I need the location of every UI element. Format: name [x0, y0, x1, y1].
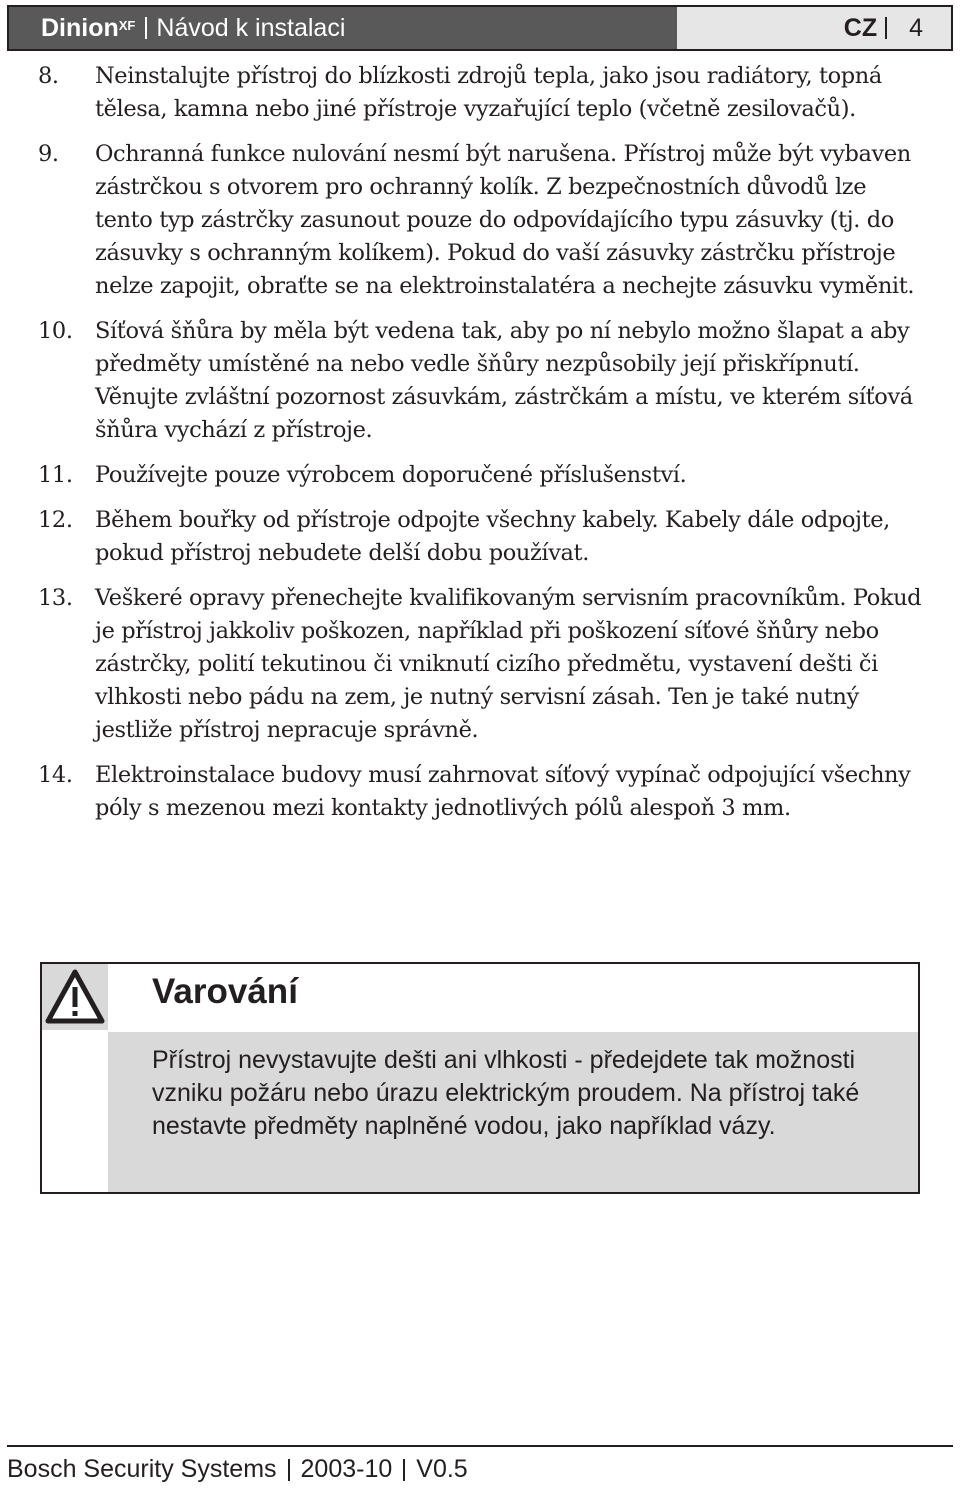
list-item [38, 759, 928, 825]
page-footer [7, 1455, 468, 1484]
item-text: Síťová šňůra by měla být vedena tak, aby po ní nebylo možno šlapat a aby předměty umístěné na nebo vedle šňůry nezpůsobily její přiskřípnutí. Věnujte zvláštní pozornost zásuvkám, zástrčkám a místu, ve kterém síťová šňůra vychází z přístroje. [95, 318, 913, 443]
header-title-block [9, 7, 677, 49]
item-text: Během bouřky od přístroje odpojte všechny kabely. Kabely dále odpojte, pokud přístroj nebudete delší dobu používat. [95, 507, 890, 566]
footer-company: Bosch Security Systems [7, 1455, 277, 1483]
item-number: 8. [38, 63, 59, 89]
footer-separator [403, 1459, 405, 1481]
header-separator [885, 17, 887, 39]
item-text: Veškeré opravy přenechejte kvalifikovaným servisním pracovníkům. Pokud je přístroj jakkoliv poškozen, například při poškození síťové šňůry nebo zástrčky, polití tekutinou či vniknutí cizího předmětu, vystavení dešti či vlhkosti nebo pádu na zem, je nutný servisní zásah. Ten je také nutný jestliže přístroj nepracuje správně. [95, 585, 922, 743]
header-page-block [677, 7, 951, 49]
item-number: 10. [38, 318, 73, 344]
item-number: 12. [38, 507, 73, 533]
document-title: Návod k instalaci [156, 13, 346, 42]
footer-separator [288, 1459, 290, 1481]
list-item [38, 60, 928, 126]
item-number: 13. [38, 585, 73, 611]
item-number: 14. [38, 762, 73, 788]
item-text: Elektroinstalace budovy musí zahrnovat síťový vypínač odpojující všechny póly s mezenou mezi kontakty jednotlivých pólů alespoň 3 mm. [95, 762, 911, 821]
item-text: Neinstalujte přístroj do blízkosti zdrojů tepla, jako jsou radiátory, topná tělesa, kamna nebo jiné přístroje vyzařující teplo (včetně zesilovačů). [95, 63, 882, 122]
item-number: 11. [38, 462, 73, 488]
list-item [38, 459, 928, 492]
footer-version: V0.5 [416, 1455, 468, 1483]
item-text: Ochranná funkce nulování nesmí být narušena. Přístroj může být vybaven zástrčkou s otvorem pro ochranný kolík. Z bezpečnostních důvodů lze tento typ zástrčky zasunout pouze do odpovídajícího typu zásuvky (tj. do zásuvky s ochranným kolíkem). Pokud do vaší zásuvky zástrčku přístroje nelze zapojit, obraťte se na elektroinstalatéra a nechejte zásuvku vyměnit. [95, 141, 915, 299]
footer-divider [7, 1445, 953, 1447]
header-separator [145, 17, 147, 39]
warning-triangle-icon [42, 964, 108, 1030]
item-number: 9. [38, 141, 59, 167]
item-text: Používejte pouze výrobcem doporučené příslušenství. [95, 462, 687, 488]
warning-box [40, 962, 920, 1194]
language-code: CZ [843, 13, 878, 42]
warning-text: Přístroj nevystavujte dešti ani vlhkosti - předejdete tak možnosti vzniku požáru nebo úrazu elektrickým proudem. Na přístroj také nestavte předměty naplněné vodou, jako například vázy. [108, 1032, 918, 1192]
product-name-superscript: XF [118, 17, 136, 33]
footer-date: 2003-10 [300, 1455, 393, 1483]
warning-header [42, 964, 918, 1032]
list-item [38, 315, 928, 447]
safety-instructions-list [38, 60, 928, 837]
list-item [38, 138, 928, 303]
product-name: Dinion [41, 13, 119, 42]
page-number: 4 [909, 13, 923, 42]
page-header [7, 5, 953, 51]
list-item [38, 504, 928, 570]
list-item [38, 582, 928, 747]
warning-title: Varování [152, 972, 298, 1011]
